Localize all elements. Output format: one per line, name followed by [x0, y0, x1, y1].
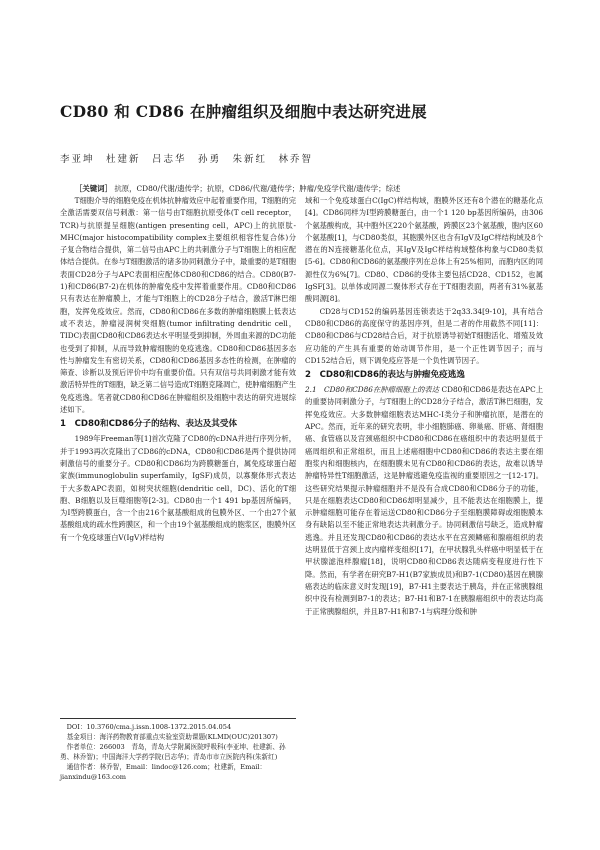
- footnote-correspondence: 通信作者：林乔智，Email：lindoc@126.com；杜建新，Email：jianxindu@163.com: [60, 763, 267, 781]
- section-2-1-title: 2.1 CD80和CD86在肿瘤细胞上的表达: [305, 385, 440, 395]
- article-title: CD80 和 CD86 在肿瘤组织及细胞中表达研究进展: [60, 102, 427, 121]
- right-column: [305, 195, 543, 835]
- section-1-heading: 1 CD80和CD86分子的结构、表达及其受体: [60, 419, 238, 430]
- left-column: [60, 195, 296, 795]
- footnote-divider: [60, 718, 296, 719]
- footnote-doi: DOI：10.3760/cma.j.issn.1008-1372.2015.04.054: [66, 723, 232, 731]
- footnote-affiliation: 作者单位：266003 青岛，青岛大学附属医院呼吸科(李亚坤、杜建新、孙勇、林乔智)；中国海洋大学药学院(吕志华)；青岛市市立医院内科(朱新红): [60, 743, 286, 761]
- footnote-fund: 基金项目：海洋药物教育部重点实验室资助课题(KLMD(OUC)201307): [66, 733, 278, 741]
- receptor-paragraph: CD28与CD152的编码基因连锁表达于2q33.34[9-10]，具有结合CD80和CD86的高度保守的基因序列，但是二者的作用截然不同[11]：CD80和CD86与CD28结合后，对于抗原诱导初始T细胞活化、增殖及效应功能的产生具有重要的始动调节作用，是一个正性调节因子；而与CD152结合后，则下调免疫应答是一个负性调节因子。: [305, 306, 543, 365]
- structure-paragraph: 域和一个免疫球蛋白C(IgC)样结构域，胞膜外区还有8个潜在的糖基化点[4]。CD86同样为I型跨膜糖蛋白，由一个1 120 bp基因所编码，由306个氨基酸构成，其中胞外区220个氨基酸，跨膜区23个氨基酸，胞内区60个氨基酸[1]，与CD80类似，其胞膜外区也含有IgV及IgC样结构域及8个潜在的N连接糖基化位点，其IgV及IgC样结构域整体构象与CD80类似[5-6]。CD80和CD86的氨基酸序列在总体上有25%相同，而胞内区的同源性仅为6%[7]。CD80、CD86的受体主要包括CD28、CD152，也属IgSF[3]。以单体或同源二聚体形式存在于T细胞表面，两者有31%氨基酸同源[8]。: [305, 196, 543, 304]
- keywords-text: 抗原，CD80/代谢/遗传学；抗原，CD86/代谢/遗传学；肿瘤/免疫学代谢/遗传学；综述: [114, 184, 401, 193]
- section-1-paragraph: 1989年Freeman等[1]首次克隆了CD80的cDNA并进行序列分析，并于1993再次克隆出了CD86的cDNA，CD80和CD86是两个提供协同刺激信号的重要分子。CD80和CD86均为跨膜糖蛋白，属免疫球蛋白超家族(immunoglobulin superfamily，IgSF)成员，以寡聚体形式表达于大多数APC表面，如树突状细胞(dendritic cell，DC)、活化的T细胞、B细胞以及巨噬细胞等[2-3]。CD80由一个1 491 bp基因所编码，为I型跨膜蛋白，含一个由216个氨基酸组成的包膜外区、一个由27个氨基酸组成的疏水性跨膜区，和一个由19个氨基酸组成的胞浆区，胞膜外区有一个免疫球蛋白V(IgV)样结构: [60, 434, 296, 542]
- keywords-label: ［关键词］: [75, 184, 112, 193]
- section-2-1-paragraph: CD80和CD86是表达在APC上的重要协同刺激分子，与T细胞上的CD28分子结合，激活T淋巴细胞，发挥免疫效应。大多数肿瘤细胞表达MHC-I类分子和肿瘤抗原，是潜在的APC。然而，近年来的研究表明，非小细胞肺癌、卵巢癌、肝癌、肾细胞癌、食管癌以及宫颈癌组织中CD80和CD86在癌组织中的表达明显低于癌周组织和正常组织，而且上述癌细胞中CD80和CD86的表达主要在细胞浆内和细胞核内，在细胞膜未见有CD80和CD86的表达，故难以诱导肿瘤特异性T细胞激活，这是肿瘤逃避免疫监视的重要原因之一[12-17]。这些研究结果提示肿瘤细胞并不是没有合成CD80和CD86分子的功能，只是在细胞表达CD80和CD86却明显减少，且不能表达在细胞膜上，提示肿瘤细胞可能存在着运送CD80和CD86分子至细胞膜障碍或细胞膜本身有缺陷以至不能正常地表达共刺激分子。协同刺激信号缺乏，造成肿瘤逃逸。并且还发现CD80和CD86的表达水平在宫颈鳞癌和腺癌组织的表达明显低于宫颈上皮内瘤样变组织[17]，在甲状腺乳头样癌中明显低于在甲状腺滤泡样腺瘤[18]，说明CD80和CD86表达随病变程度进行性下降。然而，有学者在研究B7-H1(B7家族成员)和B7-1(CD80)基因在胰腺癌表达的临床意义时发现[19]，B7-H1主要表达于胰岛，并在正常胰腺组织中没有检测到B7-1的表达；B7-H1和B7-1在胰腺癌组织中的表达均高于正常胰腺组织，并且B7-H1和B7-1与病理分级和肿: [305, 385, 544, 616]
- section-2-heading: 2 CD80和CD86的表达与肿瘤免疫逃逸: [305, 370, 465, 381]
- keywords: [75, 183, 545, 194]
- footnote: [60, 722, 296, 782]
- author-list: 李亚坤 杜建新 吕志华 孙勇 朱新红 林乔智: [60, 154, 314, 165]
- intro-paragraph: T细胞介导的细胞免疫在机体抗肿瘤效应中起着重要作用，T细胞的完全激活需要双信号刺激：第一信号由T细胞抗原受体(T cell receptor，TCR)与抗原提呈细胞(antigen presenting cell，APC)上的抗原肽-MHC(major histocompatibility complex主要组织相容性复合体)分子复合物结合提供，第二信号由APC上的共刺激分子与T细胞上的相应配体结合提供。在参与T细胞激活的诸多协同刺激分子中，最重要的是T细胞表面CD28分子与APC表面相应配体CD80和CD86的结合。CD80(B7-1)和CD86(B7-2)在机体的肿瘤免疫中发挥着重要作用。CD80和CD86只有表达在肿瘤膜上，才能与T细胞上的CD28分子结合，激活T淋巴细胞，发挥免疫效应。然而，CD80和CD86在多数的肿瘤细胞膜上低表达或不表达，肿瘤浸润树突细胞(tumor infiltrating dendritic cell，TIDC)表面CD80和CD86表达水平明显受到抑制，外周血来源的DC功能也受到了抑制，从而导致肿瘤细胞的免疫逃逸。CD80和CD86基因多态性与肿瘤发生有密切关系，CD80和CD86基因多态性的检测，在肿瘤的筛查、诊断以及预后评价中均有重要价值。只有双信号共同刺激才能有效激活特异性的T细胞，缺乏第二信号造成T细胞克隆凋亡，使肿瘤细胞产生免疫逃逸。笔者就CD80和CD86在肿瘤组织及细胞中表达的研究进展综述如下。: [60, 196, 296, 415]
